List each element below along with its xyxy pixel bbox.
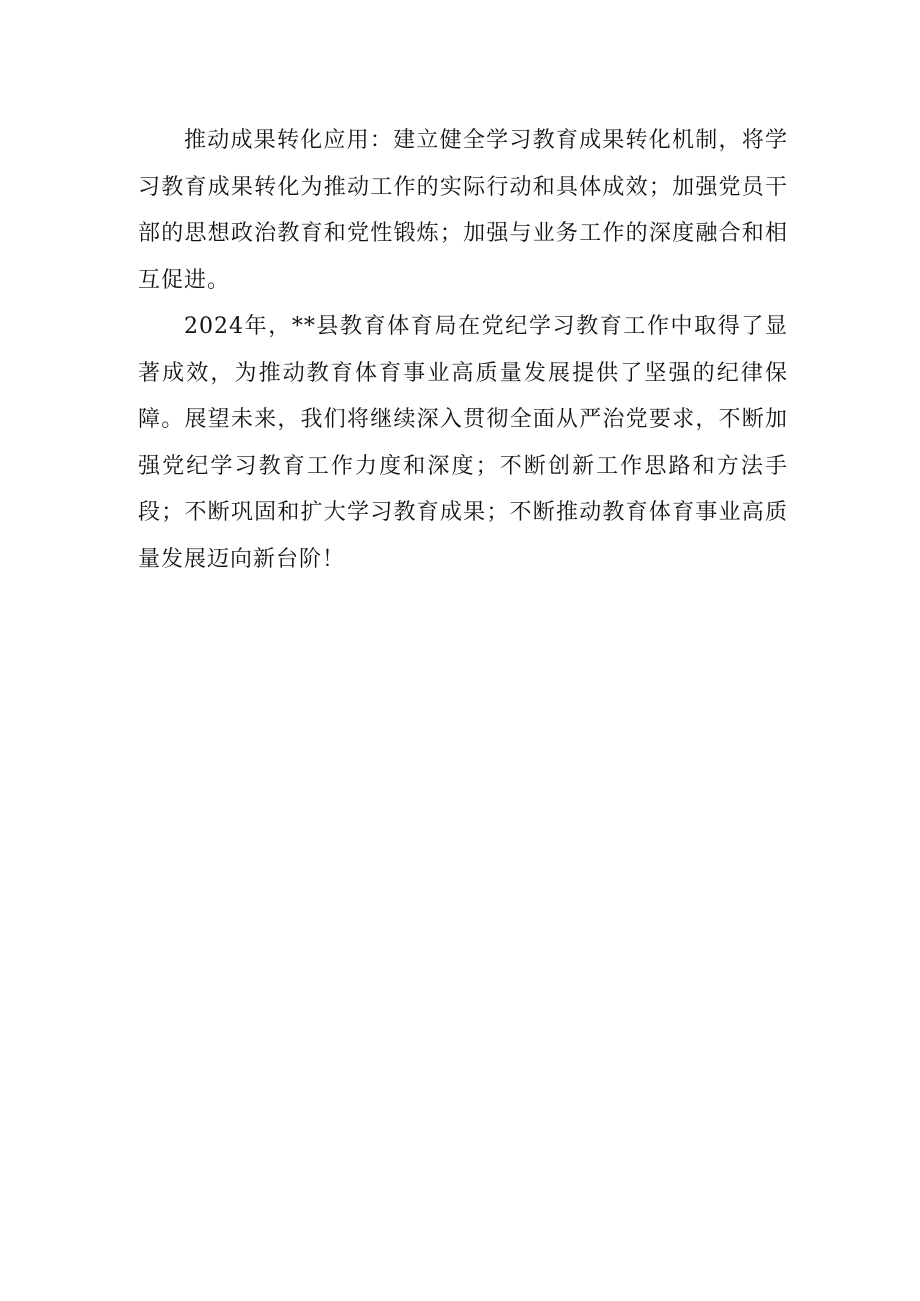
paragraph-summary-outlook: 2024年，**县教育体育局在党纪学习教育工作中取得了显著成效，为推动教育体育事业高质量发展提供了坚强的纪律保障。展望未来，我们将继续深入贯彻全面从严治党要求，不断加强党纪学习教育工作力度和深度；不断创新工作思路和方法手段；不断巩固和扩大学习教育成果；不断推动教育体育事业高质量发展迈向新台阶！ [138, 314, 788, 572]
paragraph-achievement-application: 推动成果转化应用：建立健全学习教育成果转化机制，将学习教育成果转化为推动工作的实际行动和具体成效；加强党员干部的思想政治教育和党性锻炼；加强与业务工作的深度融合和相互促进。 [138, 128, 788, 293]
document-body [138, 118, 788, 583]
